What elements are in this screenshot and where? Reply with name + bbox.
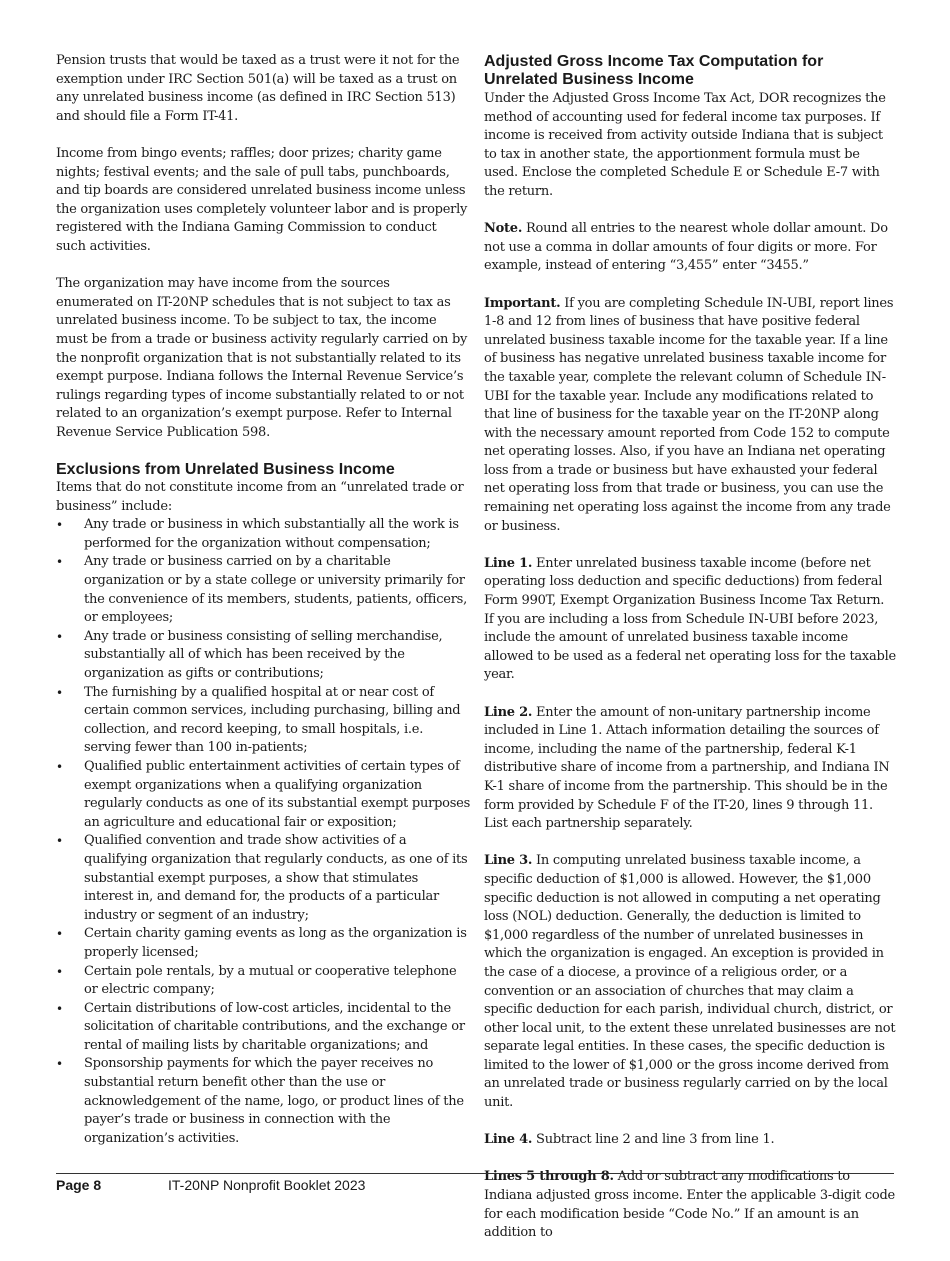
note-paragraph xyxy=(484,220,896,276)
exclusion-item: • The furnishing by a qualified hospital at or near cost of certain common services, including purchasing, billing and collection, and record keeping, to small hospitals, i.e. serving fewer than 100 in-patients; xyxy=(56,684,470,758)
important-text: If you are completing Schedule IN-UBI, report lines 1-8 and 12 from lines of business that have positive federal unrelated business taxable income for the taxable year. If a line of business has negative unrelated business taxable income for the taxable year, complete the relevant column of Schedule IN-UBI for the taxable year. Include any modifications related to that line of business for the taxable year on the IT-20NP along with the necessary amount reported from Code 152 to compute net operating losses. Also, if you have an Indiana net operating loss from a trade or business but have exhausted your federal net operating loss from that trade or business, you can use the remaining net operating loss against the income from any trade or business. xyxy=(484,295,894,534)
line-1-paragraph xyxy=(484,555,896,685)
page-number: Page 8 xyxy=(56,1177,102,1193)
agi-computation-paragraph: Under the Adjusted Gross Income Tax Act, DOR recognizes the method of accounting used for federal income tax purposes. If income is received from activity outside Indiana that is subject to tax in another state, the apportionment formula must be used. Enclose the completed Schedule E or Schedule E-7 with the return. xyxy=(484,91,886,199)
exclusion-item: • Qualified convention and trade show activities of a qualifying organization that regularly conducts, as one of its substantial exempt purposes, a show that stimulates interest in, and demand for, the products of a particular industry or segment of an industry; xyxy=(56,832,470,925)
exclusion-item: • Any trade or business in which substantially all the work is performed for the organization without compensation; xyxy=(56,516,470,553)
exclusion-item: • Certain distributions of low-cost articles, incidental to the solicitation of charitable contributions, and the exchange or rental of mailing lists by charitable organizations; and xyxy=(56,1000,470,1056)
line-4-paragraph xyxy=(484,1131,896,1150)
line-2-paragraph xyxy=(484,704,896,834)
line-4-text: Subtract line 2 and line 3 from line 1. xyxy=(532,1132,775,1148)
line-2-label: Line 2. xyxy=(484,704,533,720)
line-2-text: Enter the amount of non-unitary partnership income included in Line 1. Attach information detailing the sources of income, including the name of the partnership, federal K-1 distributive share of income from a partnership, and Indiana IN K-1 share of income from the partnership. This should be in the form provided by Schedule F of the IT-20, lines 9 through 11. List each partnership separately. xyxy=(484,704,890,832)
exclusions-list xyxy=(56,516,470,1148)
left-column xyxy=(56,52,470,1148)
booklet-title: IT-20NP Nonprofit Booklet 2023 xyxy=(168,1177,366,1193)
agi-computation-heading: Adjusted Gross Income Tax Computation for Unrelated Business Income xyxy=(484,53,824,88)
line-4-label: Line 4. xyxy=(484,1132,533,1148)
exclusions-intro: Items that do not constitute income from an “unrelated trade or business” include: xyxy=(56,480,464,514)
lines-5-8-label: Lines 5 through 8. xyxy=(484,1169,614,1185)
exclusion-item: • Qualified public entertainment activities of certain types of exempt organizations when a qualifying organization regularly conducts as one of its substantial exempt purposes an agriculture and educational fair or exposition; xyxy=(56,758,470,832)
note-label: Note. xyxy=(484,221,523,237)
exclusion-item: • Sponsorship payments for which the payer receives no substantial return benefit other than the use or acknowledgement of the name, logo, or product lines of the payer’s trade or business in connection with the organization’s activities. xyxy=(56,1055,470,1148)
lines-5-8-text: Add or subtract any modifications to Indiana adjusted gross income. Enter the applicable 3-digit code for each modification beside “Code No.” If an amount is an addition to xyxy=(484,1169,895,1241)
line-1-label: Line 1. xyxy=(484,555,533,571)
line-3-text: In computing unrelated business taxable income, a specific deduction of $1,000 is allowed. However, the $1,000 specific deduction is not allowed in computing a net operating loss (NOL) deduction. Generally, the deduction is limited to $1,000 regardless of the number of unrelated businesses in which the organization is engaged. An exception is provided in the case of a diocese, a province of a religious order, or a convention or an association of churches that may claim a specific deduction for each parish, individual church, district, or other local unit, to the extent these unrelated businesses are not separate legal entities. In these cases, the specific deduction is limited to the lower of $1,000 or the gross income derived from an unrelated trade or business regularly carried on by the local unit. xyxy=(484,853,896,1111)
line-3-label: Line 3. xyxy=(484,853,533,869)
exclusion-item: • Certain charity gaming events as long as the organization is properly licensed; xyxy=(56,925,470,962)
footer-divider xyxy=(56,1173,894,1174)
line-3-paragraph xyxy=(484,852,896,1112)
line-1-text: Enter unrelated business taxable income (before net operating loss deduction and specific deductions) from federal Form 990T, Exempt Organization Business Income Tax Return. If you are including a loss from Schedule IN-UBI before 2023, include the amount of unrelated business taxable income allowed to be used as a federal net operating loss for the taxable year. xyxy=(484,555,896,683)
bingo-income-paragraph: Income from bingo events; raffles; door prizes; charity game nights; festival events; and the sale of pull tabs, punchboards, and tip boards are considered unrelated business income unless the organization uses completely volunteer labor and is properly registered with the Indiana Gaming Commission to conduct such activities. xyxy=(56,145,468,254)
pension-trusts-paragraph: Pension trusts that would be taxed as a trust were it not for the exemption under IRC Section 501(a) will be taxed as a trust on any unrelated business income (as defined in IRC Section 513) and should file a Form IT-41. xyxy=(56,53,460,124)
note-text: Round all entries to the nearest whole dollar amount. Do not use a comma in dollar amounts of four digits or more. For example, instead of entering “3,455” enter “3455.” xyxy=(484,221,888,274)
exclusion-item: • Any trade or business carried on by a charitable organization or by a state college or university primarily for the convenience of its members, students, patients, officers, or employees; xyxy=(56,553,470,627)
income-sources-paragraph: The organization may have income from the sources enumerated on IT-20NP schedules that is not subject to tax as unrelated business income. To be subject to tax, the income must be from a trade or business activity regularly carried on by the nonprofit organization that is not substantially related to its exempt purpose. Indiana follows the Internal Revenue Service’s rulings regarding types of income substantially related to or not related to an organization’s exempt purpose. Refer to Internal Revenue Service Publication 598. xyxy=(56,276,468,440)
important-paragraph xyxy=(484,295,896,537)
important-label: Important. xyxy=(484,295,561,311)
lines-5-8-paragraph xyxy=(484,1168,896,1242)
exclusion-item: • Any trade or business consisting of selling merchandise, substantially all of which has been received by the organization as gifts or contributions; xyxy=(56,628,470,684)
exclusions-heading: Exclusions from Unrelated Business Income xyxy=(56,461,395,479)
exclusion-item: • Certain pole rentals, by a mutual or cooperative telephone or electric company; xyxy=(56,963,470,1000)
right-column xyxy=(484,52,896,1261)
